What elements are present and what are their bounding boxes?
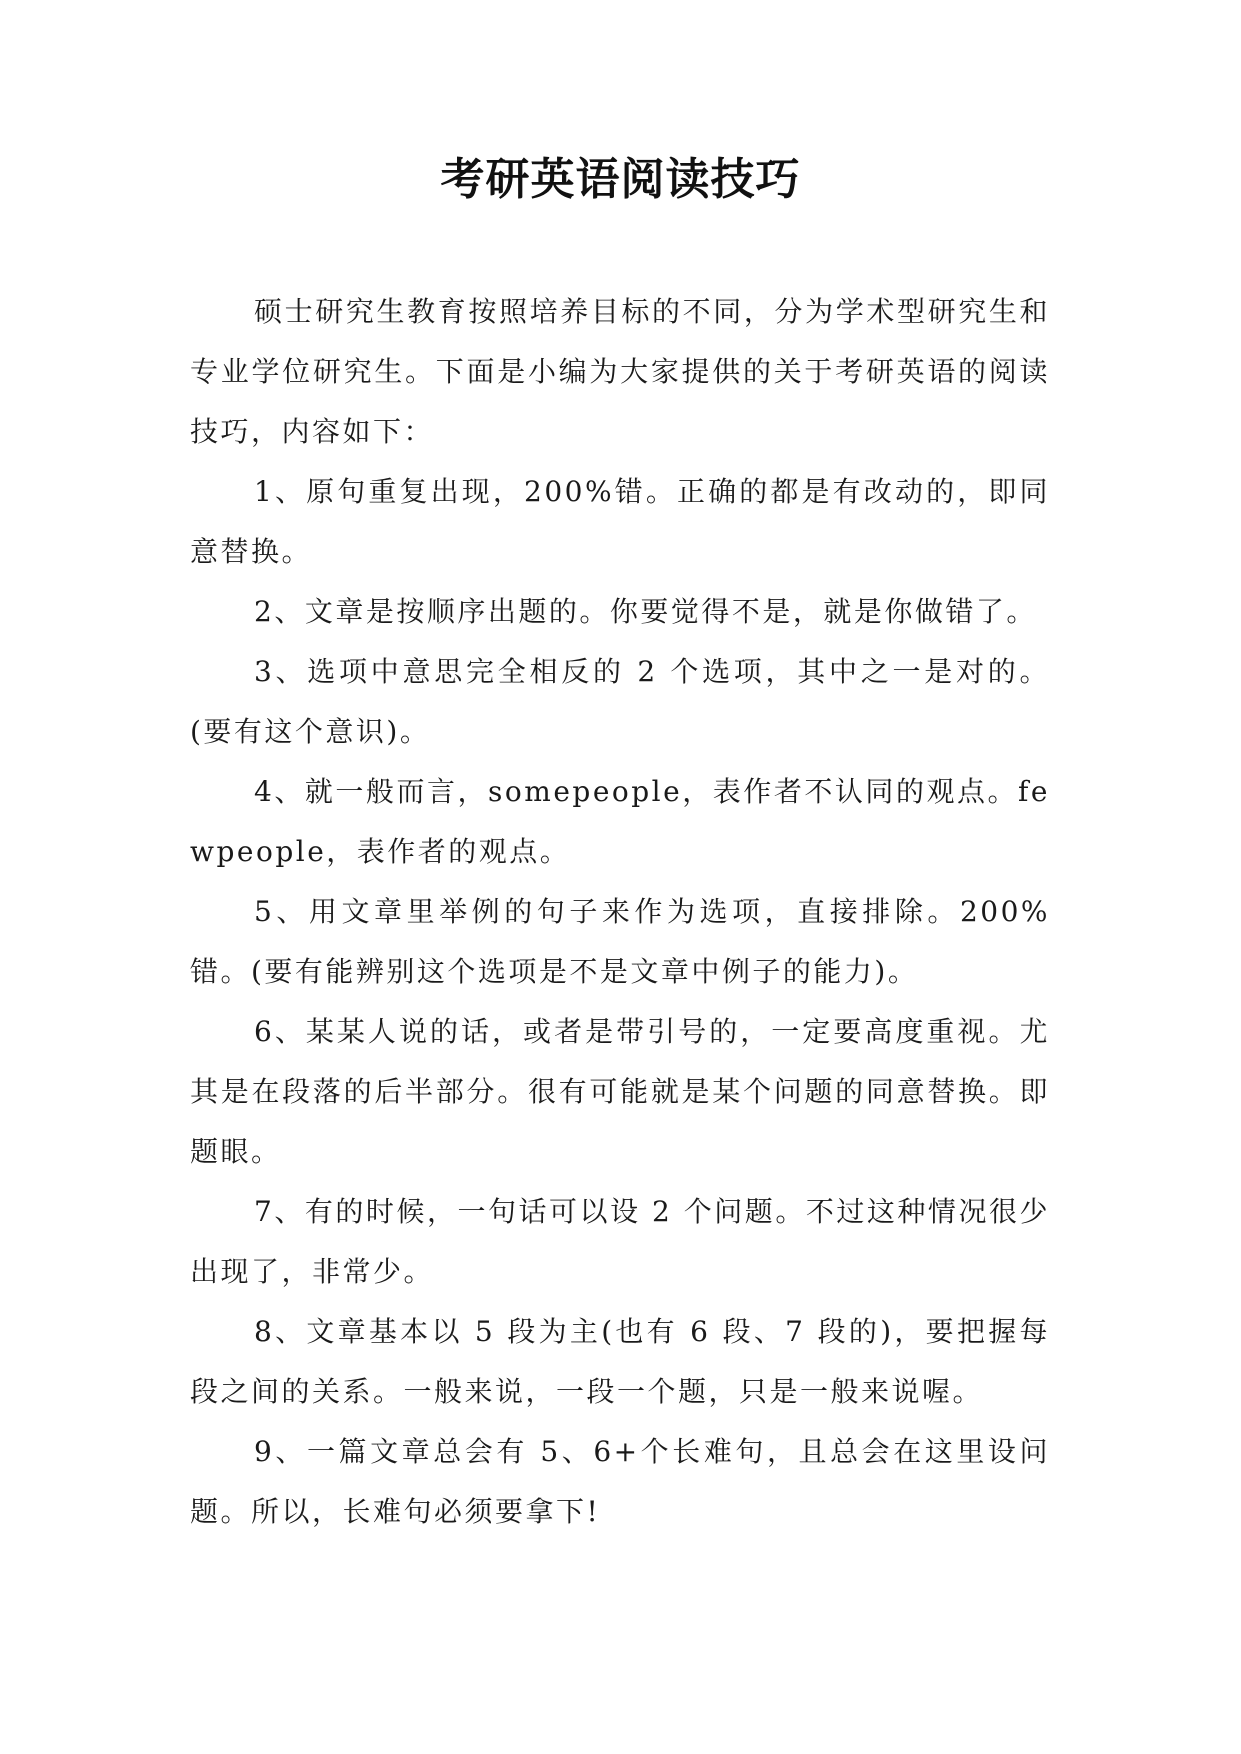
tip-paragraph-4: 4、就一般而言，somepeople，表作者不认同的观点。fewpeople，表作者的观点。 — [190, 775, 1050, 868]
tip-paragraph-7: 7、有的时候，一句话可以设 2 个问题。不过这种情况很少出现了，非常少。 — [190, 1195, 1050, 1288]
tip-paragraph-9: 9、一篇文章总会有 5、6+个长难句，且总会在这里设问题。所以，长难句必须要拿下! — [190, 1435, 1050, 1528]
tip-paragraph-1: 1、原句重复出现，200%错。正确的都是有改动的，即同意替换。 — [190, 475, 1050, 568]
tip-paragraph-3: 3、选项中意思完全相反的 2 个选项，其中之一是对的。(要有这个意识)。 — [190, 655, 1050, 748]
intro-paragraph: 硕士研究生教育按照培养目标的不同，分为学术型研究生和专业学位研究生。下面是小编为大家提供的关于考研英语的阅读技巧，内容如下： — [190, 295, 1050, 448]
document-body — [190, 282, 1050, 1542]
tip-paragraph-5: 5、用文章里举例的句子来作为选项，直接排除。200%错。(要有能辨别这个选项是不是文章中例子的能力)。 — [190, 895, 1050, 988]
tip-paragraph-6: 6、某某人说的话，或者是带引号的，一定要高度重视。尤其是在段落的后半部分。很有可能就是某个问题的同意替换。即题眼。 — [190, 1015, 1050, 1168]
tip-paragraph-8: 8、文章基本以 5 段为主(也有 6 段、7 段的)，要把握每段之间的关系。一般来说，一段一个题，只是一般来说喔。 — [190, 1315, 1050, 1408]
tip-paragraph-2: 2、文章是按顺序出题的。你要觉得不是，就是你做错了。 — [254, 595, 1037, 628]
document-title: 考研英语阅读技巧 — [440, 154, 801, 205]
